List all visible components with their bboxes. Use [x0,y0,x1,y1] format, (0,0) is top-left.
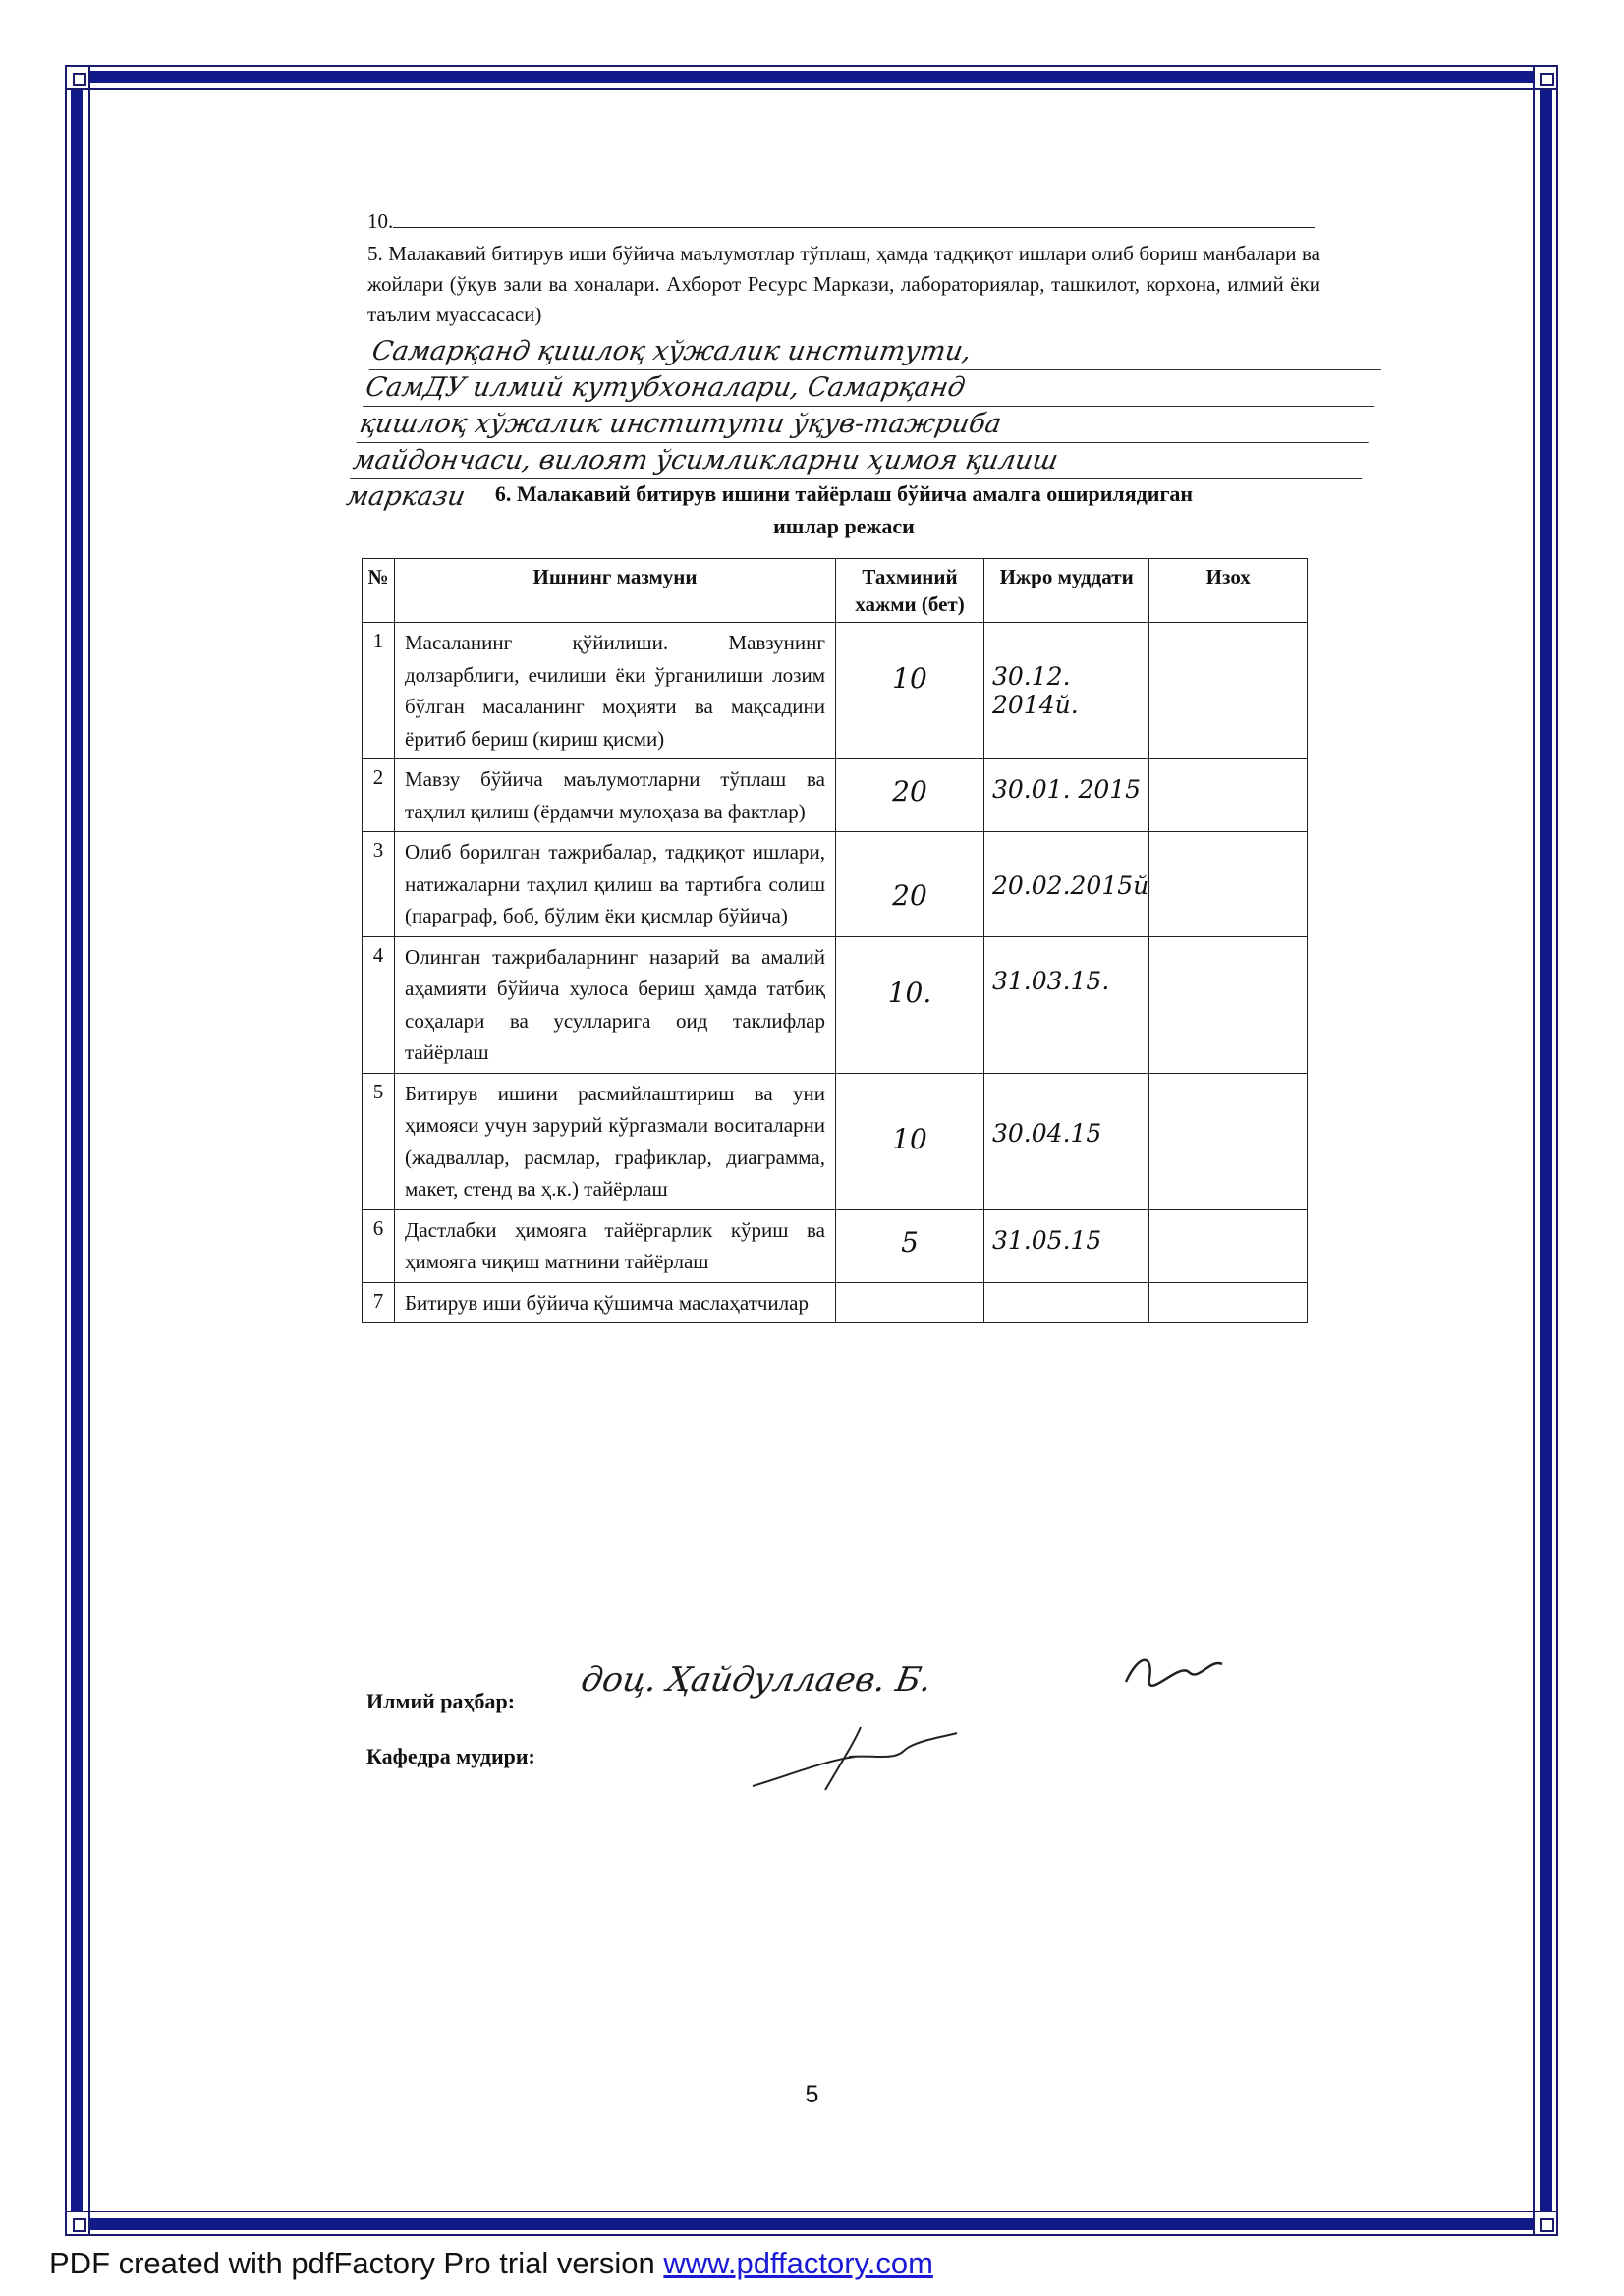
table-row [363,623,1308,759]
row-deadline [984,1282,1149,1323]
item-10-label: 10. [367,209,394,233]
page-number: 5 [805,2081,819,2108]
handwriting-line: маркази [344,481,468,512]
section-6-title-line: ишлар режаси [773,514,915,538]
fill-in-rule [393,227,1315,228]
row-note [1149,1209,1308,1282]
row-note [1149,1073,1308,1209]
row-content: Масаланинг қўйилиши. Мавзунинг долзарблиги, ечилиши ёки ўрганилиши лозим бўлган масаланинг моҳияти ва мақсадини ёритиб бериш (кириш қисми) [395,623,836,759]
row-content: Мавзу бўйича маълумотларни тўплаш ва таҳлил қилиш (ёрдамчи мулоҳаза ва фактлар) [395,759,836,832]
department-head-label: Кафедра мудири: [366,1744,535,1768]
row-number: 3 [363,832,395,937]
work-plan-table [362,558,1308,1323]
row-number: 5 [363,1073,395,1209]
header-number: № [363,559,395,623]
row-volume: 5 [836,1209,984,1282]
header-volume: Тахминий хажми (бет) [836,559,984,623]
table-header-row [363,559,1308,623]
item-10-line [367,209,1315,234]
row-number: 7 [363,1282,395,1323]
table-row [363,832,1308,937]
handwriting-line: майдончаси, вилоят ўсимликларни ҳимоя қилиш [350,443,1369,479]
table-row [363,1209,1308,1282]
corner-ornament-top-right [1533,65,1558,90]
handwriting-line: Самарқанд қишлоқ хўжалик институти, [369,334,1388,370]
header-note: Изох [1149,559,1308,623]
section-6-title [367,477,1320,542]
row-deadline: 31.05.15 [984,1209,1149,1282]
handwriting-line: СамДУ илмий кутубхоналари, Самарқанд [363,370,1381,407]
footer-text: PDF created with pdfFactory Pro trial version [49,2246,664,2280]
row-number: 4 [363,936,395,1073]
row-deadline: 20.02.2015й [984,832,1149,937]
section-6-title-line: 6. Малакавий битирув ишини тайёрлаш бўйича амалга оширилядиган [494,481,1194,506]
table-row [363,1282,1308,1323]
row-content: Олинган тажрибаларнинг назарий ва амалий аҳамияти бўйича хулоса бериш ҳамда татбиқ соҳалари ва усулларига оид таклифлар тайёрлаш [395,936,836,1073]
row-content: Дастлабки ҳимояга тайёргарлик кўриш ва ҳимояга чиқиш матнини тайёрлаш [395,1209,836,1282]
pdf-footer [49,2246,933,2281]
row-volume: 20 [836,759,984,832]
row-note [1149,623,1308,759]
table-row [363,1073,1308,1209]
corner-ornament-top-left [65,65,90,90]
header-deadline: Ижро муддати [984,559,1149,623]
supervisor-handwritten-name: доц. Ҳайдуллаев. Б. [578,1660,935,1700]
corner-ornament-bottom-right [1533,2211,1558,2236]
supervisor-label: Илмий раҳбар: [366,1689,516,1713]
row-volume: 20 [836,832,984,937]
row-volume: 10 [836,623,984,759]
row-content: Битирув ишини расмийлаштириш ва уни ҳимояси учун зарурий кўргазмали воситаларни (жадваллар, расмлар, графиклар, диаграмма, макет, стенд ва ҳ.к.) тайёрлаш [395,1073,836,1209]
row-note [1149,832,1308,937]
row-content: Битирув иши бўйича қўшимча маслаҳатчилар [395,1282,836,1323]
table-row [363,936,1308,1073]
row-content: Олиб борилган тажрибалар, тадқиқот ишлари, натижаларни таҳлил қилиш ва тартибга солиш (параграф, боб, бўлим ёки қисмлар бўйича) [395,832,836,937]
row-note [1149,759,1308,832]
row-deadline: 31.03.15. [984,936,1149,1073]
row-deadline: 30.01. 2015 [984,759,1149,832]
row-volume: 10 [836,1073,984,1209]
footer-link[interactable]: www.pdffactory.com [663,2246,933,2280]
row-note [1149,1282,1308,1323]
department-head-signature [747,1717,963,1796]
item-5-paragraph: 5. Малакавий битирув иши бўйича маълумотлар тўплаш, ҳамда тадқиқот ишлари олиб бориш манбалари ва жойлари (ўқув зали ва хоналари. Ахборот Ресурс Маркази, лабораториялар, ташкилот, корхона, илмий ёки таълим муассасаси) [367,242,1320,326]
supervisor-signature [1120,1643,1228,1702]
row-volume [836,1282,984,1323]
row-number: 1 [363,623,395,759]
row-number: 6 [363,1209,395,1282]
row-number: 2 [363,759,395,832]
row-volume: 10. [836,936,984,1073]
corner-ornament-bottom-left [65,2211,90,2236]
handwriting-line: қишлоқ хўжалик институти ўқув-тажриба [357,407,1375,443]
row-note [1149,936,1308,1073]
row-deadline: 30.04.15 [984,1073,1149,1209]
header-content: Ишнинг мазмуни [395,559,836,623]
row-deadline: 30.12. 2014й. [984,623,1149,759]
table-row [363,759,1308,832]
